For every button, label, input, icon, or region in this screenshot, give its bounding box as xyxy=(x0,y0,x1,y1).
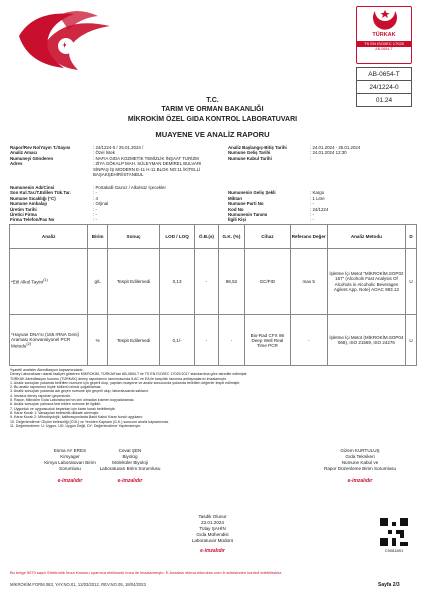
info-label: Üretici Firma xyxy=(10,212,37,217)
note-line: *İşaretli analizler Akreditasyon kapsamındadır. xyxy=(10,368,84,372)
footer-form-code: MİKROKİM.FORM.083, YAY.NO.01, 12/03/2012, REV.NO.05, 18/04/2023 xyxy=(10,582,146,587)
sample-info xyxy=(10,185,415,223)
col-sonuc: Sonuç xyxy=(107,225,159,249)
note-line: Deney Laboratuvarı olarak faaliyet gösteren MİKROKİM, TÜRKAK'tan AB-0654-T ile TS EN ISO/IEC 17025:2017 standardına göre akredite edilmiştir. xyxy=(10,372,248,377)
info-label: Numunenin Adı/Cinsi xyxy=(10,185,55,190)
note-line: 11. Değerlendirme: U: Uygun, UD: Uygun Değil, DY: Değerlendirme Yapılmamıştır. xyxy=(10,423,142,428)
accreditation-box xyxy=(356,68,412,107)
info-label: Numune Sıcaklığı (°C) xyxy=(10,195,56,201)
info-label: Üretim Tarihi xyxy=(10,206,37,212)
cell-ref: max 5 xyxy=(290,249,327,315)
col-d: D xyxy=(406,225,417,249)
info-label: Firma Telefon/Fax No xyxy=(10,217,55,223)
footer-esign-notice: Bu belge 5070 sayılı Elektronik İmza Kanunu uyarınca elektronik imza ile imzalanmıştır. E-İmzaları ekima.mikrokim.com.tr adresinden kontrol edebilirsiniz. xyxy=(10,570,283,575)
info-label: İlgili Kişi xyxy=(228,217,247,223)
info-label: Numune Parti No xyxy=(228,201,264,207)
note-line: 2. Bu analiz raporunun hiçbir bölümü izinsiz çoğaltılamaz. xyxy=(10,385,102,390)
header-ministry: TARIM VE ORMAN BAKANLIĞI xyxy=(161,106,264,113)
info-value: : 24/1224-0 / 25.01.2024 / xyxy=(93,145,144,150)
signatory-title: Moleküler Biyoloji xyxy=(112,460,148,465)
table-row xyxy=(10,249,417,315)
info-value: : 4 xyxy=(93,195,98,201)
info-value: : ZİYA GÖKALP MAH. SÜLEYMAN DEMİREL BULVARI xyxy=(93,161,202,167)
e-signature: e-imzalıdır xyxy=(347,478,373,484)
note-line: 10. Değerlendirme: Ölçüm belirsizliği (Ö.B.) ve Yeniden Kapsam (G.K.) sonucun analiz kapsamında. xyxy=(10,419,169,424)
turkak-brand: TÜRKAK xyxy=(372,32,396,38)
signatory-title: Sorumlusu xyxy=(59,466,81,471)
col-metod: Analiz Metodu xyxy=(327,225,405,249)
report-no: 24/1224-0 xyxy=(356,80,412,94)
approver-name: Tülay ŞAHİN xyxy=(199,526,226,531)
cell-metod: İşletme İçi Metot "MİKROKİM.SOP02 167" (Alcohols Fast Analysis Of Alcohols in Alcoholic Beverages Agilent App. Note) AOAC 983.13 xyxy=(327,249,405,315)
signature-technician xyxy=(310,448,410,484)
info-label: Rapor/Rev No/Yayın T./Sayısı xyxy=(10,145,71,150)
note-line: 7. Uygunluk ve uygunsuzluk beyanları için karar kuralı belirtilmiştir. xyxy=(10,406,116,411)
turkak-standard: TS EN ISO/IEC 17025 xyxy=(357,41,411,47)
info-label: Kod No xyxy=(228,206,244,212)
info-value: : - xyxy=(310,217,314,223)
approval-title: Tasdik Olunur xyxy=(198,514,227,519)
col-analiz: Analiz xyxy=(10,225,88,249)
cell-cihaz: GC/FID xyxy=(245,249,291,315)
qr-code-number: C9081891 xyxy=(384,548,404,553)
info-value: SİNPAŞ İŞ MODERN E-11 H-11 BLOK NO:11 İKİTELLİ xyxy=(93,166,201,172)
info-label: Numunenin Geliş Şekli xyxy=(228,190,276,196)
info-label: Numune Ambalajı xyxy=(10,201,47,207)
note-line: TÜRKAK Akreditasyon kurumu (TÜRKAK) deney raporlarının tanınmasında ILAC ve EA ile karşılıklı tanınma antlaşmalarını imzalamıştır. xyxy=(10,376,227,381)
info-value: : Kargo xyxy=(310,190,325,196)
signatory-title: Rapor Düzenleme Birim Sorumlusu xyxy=(324,466,396,471)
note-line: 8. Karar Kuralı 1: Varsayılan belirsizlik dikkate alınmıştır. xyxy=(10,410,100,415)
cell-lod: 0,13 xyxy=(160,249,195,315)
info-value: : - xyxy=(310,212,314,217)
cell-gk: 98,52 xyxy=(218,249,244,315)
header-tc: T.C. xyxy=(206,97,219,104)
cell-analiz: *Hayvan DNA'sı (165 rRNA Geni) Araması Konvansiyonel PCR Metodu$^{(2)}$ xyxy=(10,315,88,366)
cell-sonuc: Tespit Edilemedi xyxy=(107,315,159,366)
cell-gk: - xyxy=(218,315,244,366)
info-label: Son Kul.Tar./T.Edilen Tük.Tar. xyxy=(10,190,71,196)
turkak-sub: AB-0654-T xyxy=(375,47,393,51)
cell-ob: - xyxy=(194,249,218,315)
report-info xyxy=(10,145,415,181)
info-value: : Orjinal xyxy=(93,201,109,207)
signatory-title: Gıda Teknikeri xyxy=(345,454,375,459)
page-number: Sayfa 2/3 xyxy=(378,582,400,588)
header-lab: MİKROKİM ÖZEL GIDA KONTROL LABORATUVARI xyxy=(127,116,298,123)
note-line: 6. Analiz sonuçları yalnızca test edilen numune ile ilgilidir. xyxy=(10,402,102,407)
cell-cihaz: Bio-Rad CFX 96 Deep Well Real Time PCR xyxy=(245,315,291,366)
info-value: : 24.01.2024 12:30 xyxy=(310,150,347,156)
cell-ref: - xyxy=(290,315,327,366)
report-notes xyxy=(10,368,415,428)
col-gk: G.K. (%) xyxy=(218,225,244,249)
e-signature: e-imzalıdır xyxy=(57,478,83,484)
signatory-name: Cevat ŞEN xyxy=(118,448,142,453)
note-line: 5. Rapor, Mikrokim Gıda Laboratuvarı'nın izni olmadan kısmen kopyalanamaz. xyxy=(10,398,135,403)
info-label: Numuneyi Gönderen xyxy=(10,155,54,161)
info-label: Analiz Amacı xyxy=(10,150,38,156)
signatory-title: Numune Kabul ve xyxy=(341,460,379,465)
col-birim: Birim xyxy=(88,225,108,249)
cell-birim: g/L xyxy=(88,249,108,315)
signature-biologist-block xyxy=(82,448,178,484)
info-value: BAŞAKŞEHİR/İSTANBUL xyxy=(93,172,144,177)
cell-ob: - xyxy=(194,315,218,366)
cell-metod: İşletme İçi Metot (MİKROKİM.SOP04 068), ISO 21569, ISO 24276 xyxy=(327,315,405,366)
signatory-title: Laboratuvarı Birim Sorumlusu xyxy=(99,466,161,471)
info-label: Adres xyxy=(10,161,23,167)
info-value: : - xyxy=(93,206,97,212)
info-value: : 1 Litre xyxy=(310,195,325,201)
signatory-name: Gizem KURTULUŞ xyxy=(340,448,380,453)
report-title: MUAYENE VE ANALİZ RAPORU xyxy=(155,130,270,139)
cell-sonuc: Tespit Edilemedi xyxy=(107,249,159,315)
turkak-logo xyxy=(356,6,412,64)
note-line: 4. İmzasız deney raporları geçersizdir. xyxy=(10,393,71,398)
info-value: : - xyxy=(93,212,97,217)
cell-d: U xyxy=(406,315,417,366)
info-value: : xyxy=(310,155,312,161)
accreditation-no: AB-0654-T xyxy=(356,67,412,81)
info-value: : - xyxy=(93,190,97,196)
info-value: : - xyxy=(310,201,314,207)
info-label: Miktarı xyxy=(228,195,243,201)
approval-block xyxy=(160,514,265,554)
turkak-crescent-icon xyxy=(357,7,413,33)
cell-analiz: *Etil Alkol Tayini$^{(1)}$ xyxy=(10,249,88,315)
e-signature: e-imzalıdır xyxy=(200,548,225,554)
info-value: : NAFIA GIDA KOZMETİK TEMİZLİK İNŞAAT TURİZM xyxy=(93,155,199,161)
approver-title: Laboratuvar Müdürü xyxy=(191,538,234,543)
note-line: 9. Karar Kuralı 2: Mikrobiyolojik, kalibrasyonlarda Basit Kabul Karar kuralı uygulanır. xyxy=(10,415,144,420)
col-ref: Referans Değer xyxy=(290,225,327,249)
info-value: : Özel İstek xyxy=(93,150,115,156)
table-row xyxy=(10,315,417,366)
col-ob: Ö.B.(±) xyxy=(194,225,218,249)
approver-title: Gıda Mühendisi xyxy=(196,532,229,537)
approval-date: 23.01.2024 xyxy=(201,520,224,525)
info-value: : 24/1224 xyxy=(310,206,329,212)
info-value: : Portakalli Gazoz / Alkolsüz İçecekler xyxy=(93,185,166,190)
cell-lod: 0,1/- xyxy=(160,315,195,366)
signatory-title: Kimyager xyxy=(60,454,80,459)
report-date-code: 01.24 xyxy=(356,93,412,107)
qr-code-icon xyxy=(380,518,408,546)
note-line: 3. Analiz sonuçları yukarıda adı geçen numune için geçerli olup, laboratuvarda saklanır. xyxy=(10,389,149,394)
signatory-title: Biyolog xyxy=(122,454,138,459)
info-label: Analiz Başlangıç-Bitiş Tarihi xyxy=(228,145,287,150)
info-label: Numune Kabul Tarihi xyxy=(228,155,272,161)
info-value: : 24.01.2024 - 25.01.2024 xyxy=(310,145,361,150)
table-header-row xyxy=(10,225,417,249)
info-label: Numune Geliş Tarihi xyxy=(228,150,271,156)
note-line: 1. Analiz sonuçları yukarıda belirtilen numune için geçerli olup, yapılan muayene ve analiz sonucunda yukarıda belirtilen değerler tespit edilmiştir. xyxy=(10,380,241,385)
info-value: : - xyxy=(93,217,97,223)
cell-d: U xyxy=(406,249,417,315)
signatory-name: Esma AY ERES xyxy=(53,448,87,453)
e-signature: e-imzalıdır xyxy=(117,478,143,484)
cell-birim: % xyxy=(88,315,108,366)
signatory-title: Kimya Laboratuvarı Birim xyxy=(44,460,96,465)
col-cihaz: Cihaz xyxy=(245,225,291,249)
results-table xyxy=(9,224,417,366)
info-label: Numunenin Tanımı xyxy=(228,212,268,217)
col-lod: LOD / LOQ xyxy=(160,225,195,249)
ministry-logo xyxy=(14,8,114,74)
